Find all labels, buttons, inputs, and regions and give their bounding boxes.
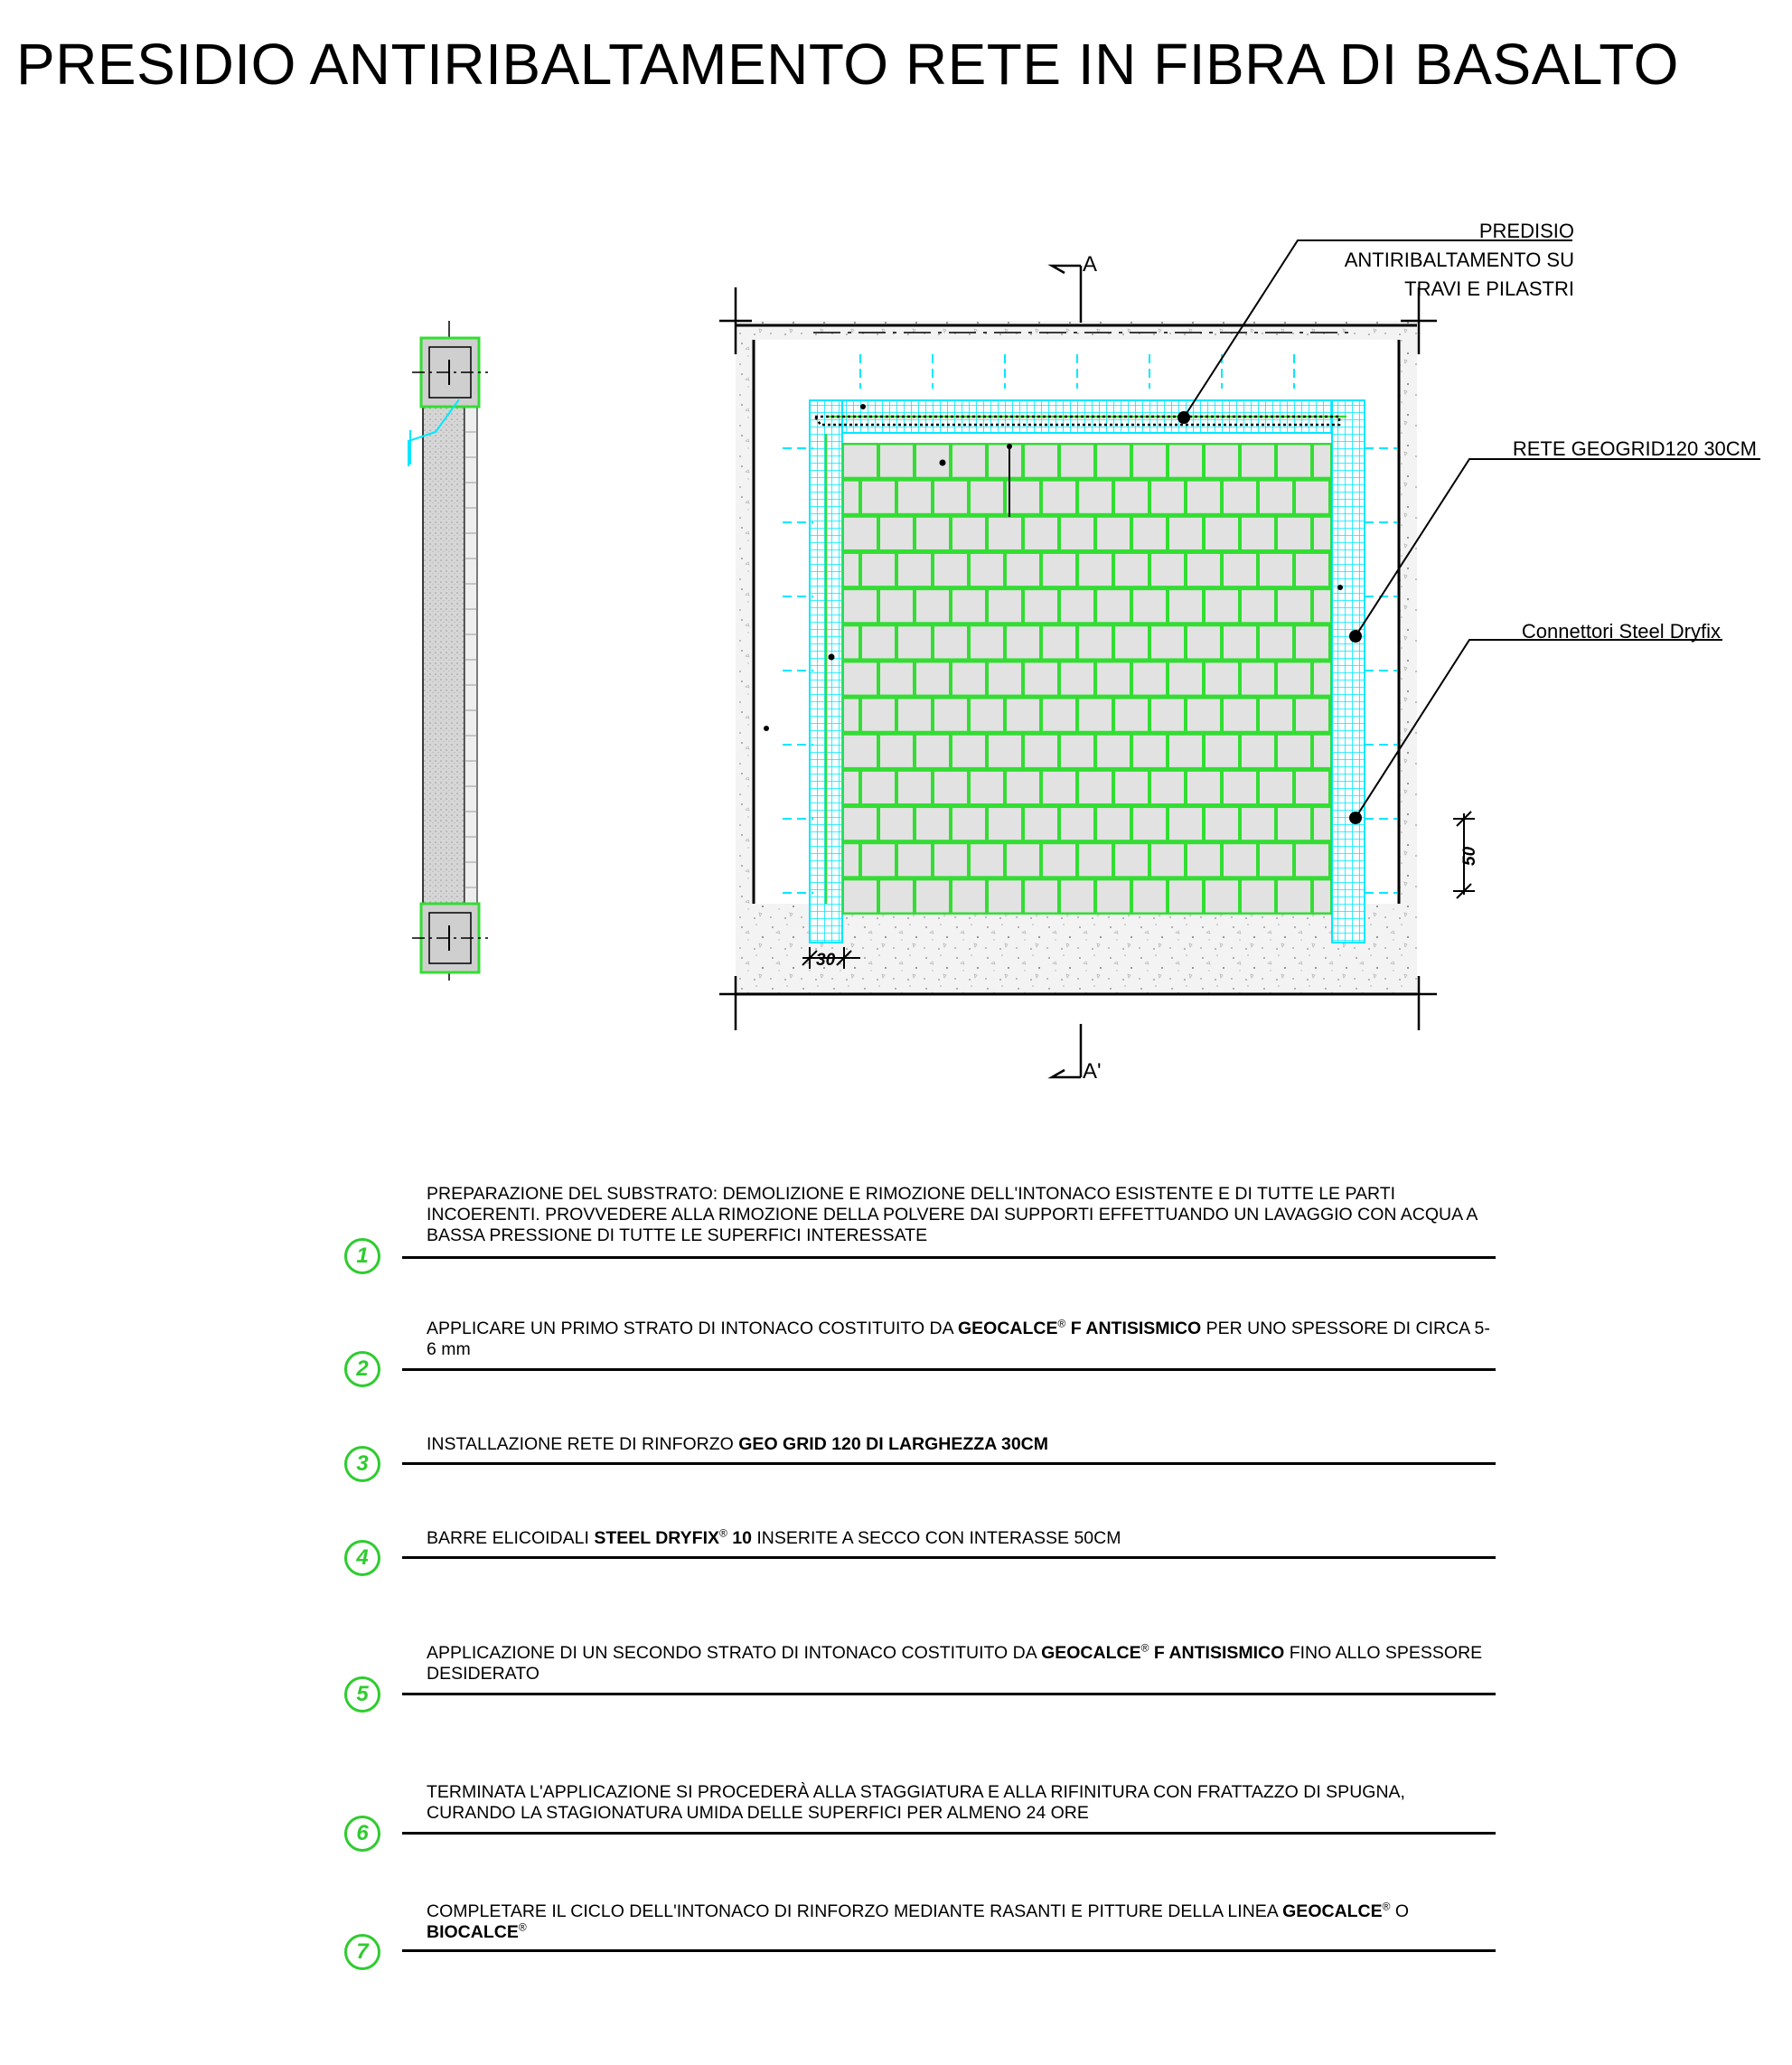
brick bbox=[989, 736, 1021, 767]
brick bbox=[916, 736, 949, 767]
step-underline bbox=[402, 1462, 1496, 1465]
brick bbox=[844, 880, 877, 912]
callout-connettori-dot bbox=[1349, 812, 1362, 824]
dimension-vertical-50: 50 bbox=[1460, 846, 1479, 866]
brick bbox=[1296, 699, 1328, 731]
brick bbox=[1224, 482, 1256, 513]
brick bbox=[1133, 518, 1166, 549]
step-number-badge: 6 bbox=[344, 1816, 380, 1852]
brick bbox=[1043, 554, 1075, 586]
brick bbox=[1025, 736, 1057, 767]
brick bbox=[1169, 662, 1202, 694]
brick bbox=[862, 554, 895, 586]
brick bbox=[1242, 808, 1274, 840]
step-number-badge: 1 bbox=[344, 1238, 380, 1274]
brick bbox=[934, 482, 967, 513]
side-section bbox=[408, 321, 488, 981]
brick bbox=[1187, 626, 1220, 658]
brick bbox=[1314, 736, 1330, 767]
front-elevation bbox=[719, 220, 1760, 1084]
brick bbox=[1097, 662, 1130, 694]
step-text-segment: FINO ALLO SPESSORE DESIDERATO bbox=[427, 1643, 1483, 1684]
step-text-bold: F ANTISISMICO bbox=[1065, 1319, 1202, 1338]
brick bbox=[1025, 446, 1057, 477]
brick bbox=[1314, 590, 1330, 622]
step-text bbox=[427, 1643, 1493, 1685]
step-text-bold: STEEL DRYFIX bbox=[594, 1528, 720, 1548]
section-mark-bottom: A' bbox=[1083, 1059, 1102, 1084]
brick bbox=[1278, 662, 1310, 694]
brick bbox=[952, 518, 985, 549]
brick bbox=[1206, 446, 1238, 477]
brick bbox=[1314, 662, 1330, 694]
brick bbox=[1025, 518, 1057, 549]
brick bbox=[1115, 554, 1148, 586]
brick bbox=[1260, 844, 1292, 876]
registered-mark: ® bbox=[518, 1920, 527, 1934]
brick bbox=[862, 626, 895, 658]
brick bbox=[1079, 554, 1112, 586]
brick bbox=[880, 590, 913, 622]
step-text bbox=[427, 1184, 1493, 1246]
brick bbox=[934, 626, 967, 658]
brick bbox=[844, 662, 877, 694]
brick bbox=[952, 880, 985, 912]
step-text bbox=[427, 1319, 1493, 1360]
brick bbox=[844, 590, 877, 622]
brick bbox=[916, 662, 949, 694]
svg-text:PREDISIO: PREDISIO bbox=[1478, 220, 1574, 242]
step-underline bbox=[402, 1556, 1496, 1559]
brick bbox=[952, 446, 985, 477]
brick bbox=[1133, 662, 1166, 694]
brick bbox=[880, 736, 913, 767]
brick bbox=[1242, 736, 1274, 767]
brick bbox=[952, 662, 985, 694]
brick bbox=[1025, 880, 1057, 912]
brick bbox=[880, 446, 913, 477]
brick bbox=[1187, 482, 1220, 513]
step-text-segment: TERMINATA L'APPLICAZIONE SI PROCEDERÀ ALLA STAGGIATURA E ALLA RIFINITURA CON FRATTAZZO DI SPUGNA, CURANDO LA STAGIONATURA UMIDA DELLE SUPERFICI PER ALMENO 24 ORE bbox=[427, 1782, 1405, 1823]
brick bbox=[1097, 446, 1130, 477]
step-text-bold: F ANTISISMICO bbox=[1149, 1643, 1285, 1663]
brick bbox=[1133, 590, 1166, 622]
step-text-bold: GEOCALCE bbox=[1041, 1643, 1141, 1663]
brick bbox=[1206, 808, 1238, 840]
brick bbox=[989, 446, 1021, 477]
brick bbox=[1242, 590, 1274, 622]
brick bbox=[1115, 482, 1148, 513]
step-text bbox=[427, 1434, 1493, 1455]
brick bbox=[898, 626, 931, 658]
brick bbox=[1206, 880, 1238, 912]
step-underline bbox=[402, 1256, 1496, 1259]
brick bbox=[1187, 772, 1220, 803]
brick bbox=[844, 626, 858, 658]
brick bbox=[898, 554, 931, 586]
callout-rete-dot bbox=[1349, 630, 1362, 643]
brick bbox=[1278, 446, 1310, 477]
brick bbox=[916, 808, 949, 840]
brick bbox=[1260, 626, 1292, 658]
brick bbox=[1260, 482, 1292, 513]
brick bbox=[862, 772, 895, 803]
brick bbox=[844, 808, 877, 840]
step-underline bbox=[402, 1368, 1496, 1371]
brick bbox=[1097, 590, 1130, 622]
brick bbox=[1007, 844, 1039, 876]
step-text-segment: PER UNO SPESSORE DI CIRCA 5-6 mm bbox=[427, 1319, 1490, 1359]
brick bbox=[1043, 844, 1075, 876]
brick bbox=[898, 772, 931, 803]
brick bbox=[1151, 844, 1184, 876]
brick bbox=[971, 844, 1003, 876]
step-number-badge: 2 bbox=[344, 1351, 380, 1387]
dimension-horizontal-30: 30 bbox=[816, 951, 836, 970]
brick bbox=[1025, 662, 1057, 694]
brick bbox=[1115, 844, 1148, 876]
brick bbox=[1187, 699, 1220, 731]
brick bbox=[1061, 880, 1093, 912]
brick bbox=[1007, 626, 1039, 658]
step-text-bold: BIOCALCE bbox=[427, 1922, 519, 1942]
brick bbox=[844, 554, 858, 586]
brick bbox=[1061, 736, 1093, 767]
brick bbox=[1097, 518, 1130, 549]
brick bbox=[1296, 772, 1328, 803]
brick bbox=[1043, 626, 1075, 658]
brick bbox=[844, 736, 877, 767]
brick bbox=[1097, 808, 1130, 840]
brick bbox=[1278, 736, 1310, 767]
brick bbox=[916, 590, 949, 622]
brick bbox=[1133, 880, 1166, 912]
brick bbox=[952, 736, 985, 767]
brick bbox=[1296, 626, 1328, 658]
page-title: PRESIDIO ANTIRIBALTAMENTO RETE IN FIBRA DI BASALTO bbox=[16, 32, 1679, 97]
step-underline bbox=[402, 1693, 1496, 1695]
brick bbox=[989, 590, 1021, 622]
brick bbox=[934, 699, 967, 731]
brick bbox=[1278, 808, 1310, 840]
brick bbox=[1061, 590, 1093, 622]
brick bbox=[898, 482, 931, 513]
brick bbox=[880, 518, 913, 549]
registered-mark: ® bbox=[1140, 1641, 1149, 1655]
brick bbox=[1296, 482, 1328, 513]
brick bbox=[934, 772, 967, 803]
step-text-segment: APPLICARE UN PRIMO STRATO DI INTONACO COSTITUITO DA bbox=[427, 1319, 958, 1338]
brick bbox=[934, 844, 967, 876]
step-text-segment: INSERITE A SECCO CON INTERASSE 50CM bbox=[751, 1528, 1121, 1548]
brick bbox=[1079, 772, 1112, 803]
brick bbox=[844, 772, 858, 803]
step-text bbox=[427, 1901, 1493, 1943]
brick bbox=[934, 554, 967, 586]
brick bbox=[971, 699, 1003, 731]
brick bbox=[1296, 554, 1328, 586]
step-text bbox=[427, 1782, 1493, 1824]
brick bbox=[880, 662, 913, 694]
brick bbox=[1169, 736, 1202, 767]
brick bbox=[880, 880, 913, 912]
brick bbox=[916, 880, 949, 912]
brick bbox=[1061, 662, 1093, 694]
brick bbox=[1187, 554, 1220, 586]
svg-text:TRAVI E PILASTRI: TRAVI E PILASTRI bbox=[1404, 277, 1574, 300]
brick bbox=[844, 699, 858, 731]
svg-text:RETE GEOGRID120 30CM: RETE GEOGRID120 30CM bbox=[1512, 437, 1757, 460]
brick bbox=[844, 482, 858, 513]
brick bbox=[989, 808, 1021, 840]
brick bbox=[1043, 699, 1075, 731]
brick bbox=[1061, 518, 1093, 549]
brick bbox=[1151, 626, 1184, 658]
brick bbox=[1224, 699, 1256, 731]
step-underline bbox=[402, 1832, 1496, 1835]
registered-mark: ® bbox=[1382, 1900, 1391, 1913]
brick bbox=[1206, 518, 1238, 549]
brick bbox=[1043, 772, 1075, 803]
brick bbox=[1007, 772, 1039, 803]
brick bbox=[1169, 590, 1202, 622]
brick bbox=[1242, 518, 1274, 549]
brick bbox=[1007, 482, 1039, 513]
brick bbox=[1007, 554, 1039, 586]
step-text-bold: GEOCALCE bbox=[1282, 1901, 1383, 1921]
brick bbox=[1169, 880, 1202, 912]
brick bbox=[1206, 590, 1238, 622]
brick bbox=[1206, 736, 1238, 767]
brick bbox=[1260, 554, 1292, 586]
brick bbox=[1151, 482, 1184, 513]
brick bbox=[1260, 772, 1292, 803]
brick bbox=[1169, 808, 1202, 840]
brick bbox=[1224, 554, 1256, 586]
brick bbox=[971, 554, 1003, 586]
brick bbox=[1314, 808, 1330, 840]
brick bbox=[989, 662, 1021, 694]
brick bbox=[862, 699, 895, 731]
brick bbox=[1169, 518, 1202, 549]
brick bbox=[916, 518, 949, 549]
brick bbox=[1151, 699, 1184, 731]
brick bbox=[898, 699, 931, 731]
brick bbox=[1007, 699, 1039, 731]
step-text-segment: O bbox=[1390, 1901, 1410, 1921]
registered-mark: ® bbox=[719, 1526, 727, 1540]
brick bbox=[898, 844, 931, 876]
step-text-segment: APPLICAZIONE DI UN SECONDO STRATO DI INTONACO COSTITUITO DA bbox=[427, 1643, 1042, 1663]
step-number-badge: 5 bbox=[344, 1676, 380, 1713]
brick bbox=[862, 482, 895, 513]
brick bbox=[1242, 662, 1274, 694]
brick bbox=[1314, 518, 1330, 549]
step-text-segment: PREPARAZIONE DEL SUBSTRATO: DEMOLIZIONE E RIMOZIONE DELL'INTONACO ESISTENTE E DI TUTTE LE PARTI INCOERENTI. PROVVEDERE ALLA RIMOZIONE DELLA POLVERE DAI SUPPORTI EFFETTUANDO UN LAVAGGIO CON ACQUA A BASSA PRESSIONE DI TUTTE LE SUPERFICI INTERESSATE bbox=[427, 1184, 1478, 1245]
step-number-badge: 7 bbox=[344, 1934, 380, 1970]
step-text-segment: INSTALLAZIONE RETE DI RINFORZO bbox=[427, 1434, 739, 1454]
brick bbox=[1278, 518, 1310, 549]
brick bbox=[1079, 699, 1112, 731]
brick bbox=[1133, 736, 1166, 767]
section-mark-top: A bbox=[1083, 252, 1098, 277]
svg-text:ANTIRIBALTAMENTO SU: ANTIRIBALTAMENTO SU bbox=[1344, 249, 1574, 271]
brick bbox=[952, 590, 985, 622]
brick bbox=[1097, 880, 1130, 912]
brick bbox=[1314, 446, 1330, 477]
step-text-bold: GEOCALCE bbox=[957, 1319, 1058, 1338]
brick bbox=[1115, 626, 1148, 658]
brick bbox=[1079, 626, 1112, 658]
brick bbox=[1133, 808, 1166, 840]
brick bbox=[1187, 844, 1220, 876]
brick bbox=[1278, 590, 1310, 622]
brick bbox=[1061, 446, 1093, 477]
brick bbox=[1169, 446, 1202, 477]
brick bbox=[1224, 626, 1256, 658]
step-number-badge: 4 bbox=[344, 1540, 380, 1576]
step-underline bbox=[402, 1949, 1496, 1952]
step-text-bold: 10 bbox=[727, 1528, 752, 1548]
brick bbox=[1079, 482, 1112, 513]
brick bbox=[1296, 844, 1328, 876]
brick bbox=[844, 446, 877, 477]
brick bbox=[1224, 844, 1256, 876]
brick bbox=[952, 808, 985, 840]
brick bbox=[1242, 446, 1274, 477]
brick bbox=[1025, 808, 1057, 840]
svg-text:Connettori Steel Dryfix: Connettori Steel Dryfix bbox=[1521, 620, 1721, 643]
step-text-bold: GEO GRID 120 DI LARGHEZZA 30CM bbox=[738, 1434, 1049, 1454]
registered-mark: ® bbox=[1057, 1317, 1066, 1330]
brick bbox=[1115, 699, 1148, 731]
brick bbox=[971, 772, 1003, 803]
callout-presidio-dot bbox=[1177, 411, 1190, 424]
brick bbox=[1260, 699, 1292, 731]
brick bbox=[862, 844, 895, 876]
brick bbox=[1061, 808, 1093, 840]
brick bbox=[1314, 880, 1330, 912]
brick bbox=[1224, 772, 1256, 803]
brick bbox=[1278, 880, 1310, 912]
brick-wall bbox=[842, 443, 1332, 915]
brick bbox=[989, 880, 1021, 912]
brick bbox=[1097, 736, 1130, 767]
step-number-badge: 3 bbox=[344, 1446, 380, 1482]
brick bbox=[1151, 772, 1184, 803]
brick bbox=[844, 844, 858, 876]
brick bbox=[1242, 880, 1274, 912]
brick bbox=[1206, 662, 1238, 694]
brick bbox=[1115, 772, 1148, 803]
step-text-segment: BARRE ELICOIDALI bbox=[427, 1528, 595, 1548]
brick bbox=[1151, 554, 1184, 586]
step-text bbox=[427, 1528, 1493, 1549]
brick bbox=[1025, 590, 1057, 622]
brick bbox=[1133, 446, 1166, 477]
brick bbox=[971, 482, 1003, 513]
step-text-segment: COMPLETARE IL CICLO DELL'INTONACO DI RINFORZO MEDIANTE RASANTI E PITTURE DELLA LINEA bbox=[427, 1901, 1283, 1921]
brick bbox=[844, 518, 877, 549]
brick bbox=[1043, 482, 1075, 513]
brick bbox=[1079, 844, 1112, 876]
brick bbox=[989, 518, 1021, 549]
brick bbox=[971, 626, 1003, 658]
brick bbox=[880, 808, 913, 840]
